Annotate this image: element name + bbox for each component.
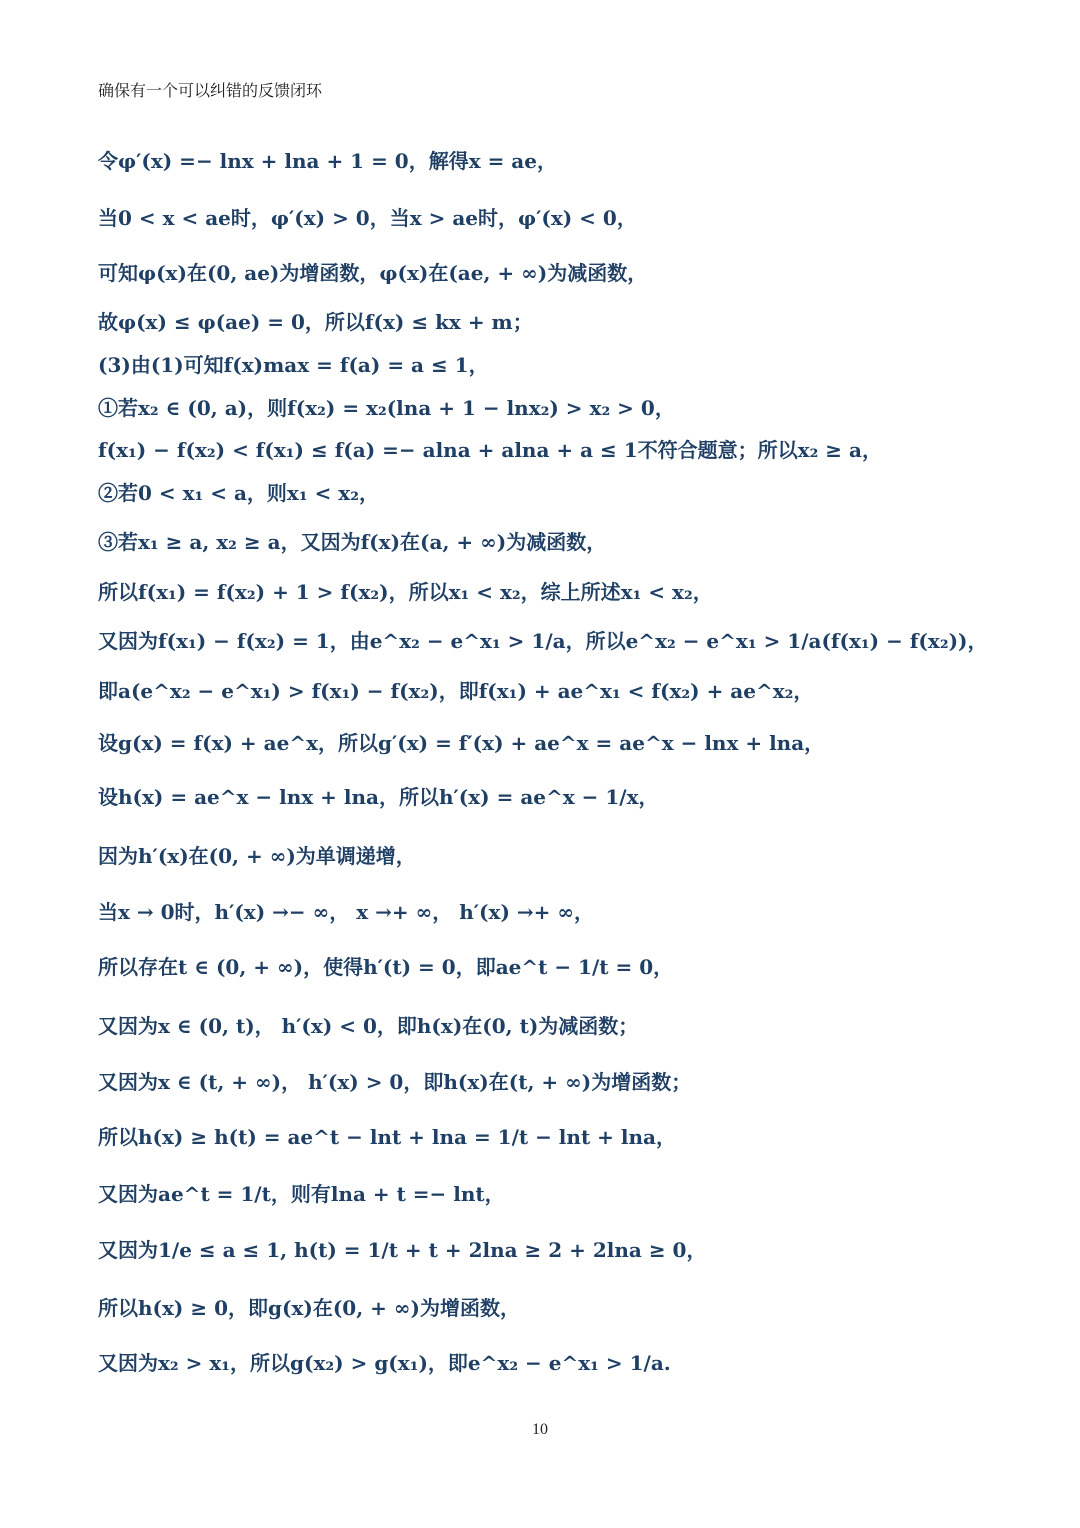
page-number: 10: [532, 1421, 548, 1438]
math-line-7: f(x₁) − f(x₂) < f(x₁) ≤ f(a) =− alna + alna + a ≤ 1不符合题意；所以x₂ ≥ a，: [98, 438, 882, 462]
math-line-23: 所以h(x) ≥ 0，即g(x)在(0, + ∞)为增函数，: [98, 1296, 520, 1320]
math-line-5: (3)由(1)可知f(x)max = f(a) = a ≤ 1，: [98, 353, 489, 377]
math-line-8: ②若0 < x₁ < a，则x₁ < x₂，: [98, 481, 379, 505]
math-line-15: 因为h′(x)在(0, + ∞)为单调递增，: [98, 844, 416, 868]
math-line-12: 即a(e^x₂ − e^x₁) > f(x₁) − f(x₂)，即f(x₁) + ae^x₁ < f(x₂) + ae^x₂，: [98, 679, 814, 703]
math-line-21: 又因为ae^t = 1/t，则有lna + t =− lnt，: [98, 1182, 505, 1206]
math-line-9: ③若x₁ ≥ a, x₂ ≥ a，又因为f(x)在(a, + ∞)为减函数，: [98, 530, 607, 554]
math-line-10: 所以f(x₁) = f(x₂) + 1 > f(x₂)，所以x₁ < x₂，综上所述x₁ < x₂，: [98, 580, 713, 604]
math-line-22: 又因为1/e ≤ a ≤ 1, h(t) = 1/t + t + 2lna ≥ 2 + 2lna ≥ 0，: [98, 1238, 707, 1262]
math-line-4: 故φ(x) ≤ φ(ae) = 0，所以f(x) ≤ kx + m；: [98, 310, 533, 334]
math-line-1: 令φ′(x) =− lnx + lna + 1 = 0，解得x = ae，: [98, 149, 557, 173]
math-line-19: 又因为x ∈ (t, + ∞)， h′(x) > 0，即h(x)在(t, + ∞)为增函数；: [98, 1070, 692, 1094]
math-line-20: 所以h(x) ≥ h(t) = ae^t − lnt + lna = 1/t − lnt + lna，: [98, 1125, 676, 1149]
math-line-11: 又因为f(x₁) − f(x₂) = 1，由e^x₂ − e^x₁ > 1/a，所以e^x₂ − e^x₁ > 1/a(f(x₁) − f(x₂))，: [98, 629, 988, 653]
math-line-24: 又因为x₂ > x₁，所以g(x₂) > g(x₁)，即e^x₂ − e^x₁ > 1/a.: [98, 1351, 671, 1375]
math-line-14: 设h(x) = ae^x − lnx + lna，所以h′(x) = ae^x − 1/x，: [98, 785, 659, 809]
math-line-18: 又因为x ∈ (0, t)， h′(x) < 0，即h(x)在(0, t)为减函数；: [98, 1014, 639, 1038]
math-line-17: 所以存在t ∈ (0, + ∞)，使得h′(t) = 0，即ae^t − 1/t = 0，: [98, 955, 674, 979]
page-header: 确保有一个可以纠错的反馈闭环: [98, 81, 323, 100]
math-line-2: 当0 < x < ae时，φ′(x) > 0，当x > ae时，φ′(x) < 0，: [98, 206, 637, 230]
math-line-6: ①若x₂ ∈ (0, a)，则f(x₂) = x₂(lna + 1 − lnx₂) > x₂ > 0，: [98, 396, 675, 420]
math-line-16: 当x → 0时，h′(x) →− ∞， x →+ ∞， h′(x) →+ ∞，: [98, 900, 595, 924]
math-line-3: 可知φ(x)在(0, ae)为增函数，φ(x)在(ae, + ∞)为减函数，: [98, 261, 648, 285]
math-line-13: 设g(x) = f(x) + ae^x，所以g′(x) = f′(x) + ae^x = ae^x − lnx + lna，: [98, 731, 825, 755]
